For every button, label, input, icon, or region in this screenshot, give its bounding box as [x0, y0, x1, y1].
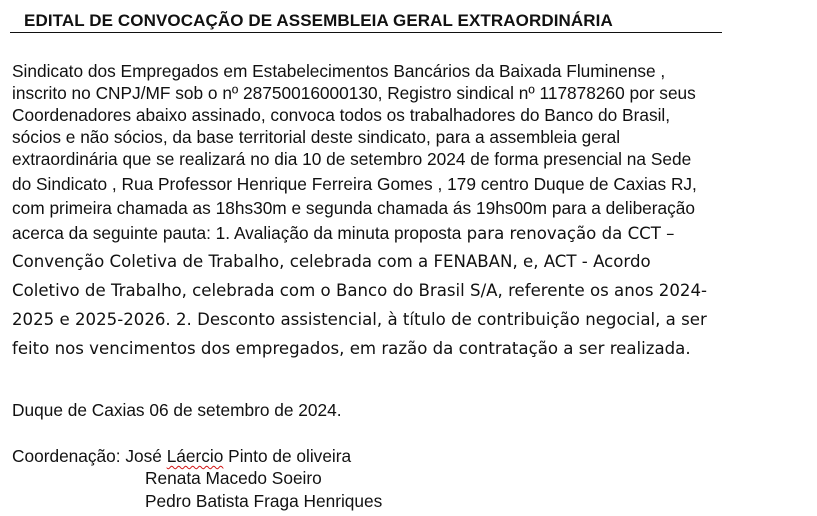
body-line-8: [12, 222, 674, 245]
body-line-9: Convenção Coletiva de Trabalho, celebrada com a FENABAN, e, ACT - Acordo: [12, 252, 651, 271]
signer-1-misspelled-word: Láercio: [166, 446, 224, 466]
signer-3: Pedro Batista Fraga Henriques: [145, 491, 383, 511]
body-line-3: Coordenadores abaixo assinado, convoca todos os trabalhadores do Banco do Brasil,: [12, 105, 671, 125]
body-line-5: extraordinária que se realizará no dia 10 de setembro 2024 de forma presencial na Sede: [12, 149, 692, 169]
body-line-1: Sindicato dos Empregados em Estabelecimentos Bancários da Baixada Fluminense ,: [12, 61, 666, 81]
signer-2: Renata Macedo Soeiro: [145, 468, 322, 488]
body-line-8-part-b: para renovação da CCT –: [461, 224, 675, 243]
document-title: EDITAL DE CONVOCAÇÃO DE ASSEMBLEIA GERAL EXTRAORDINÁRIA: [24, 11, 613, 30]
body-line-6: do Sindicato , Rua Professor Henrique Ferreira Gomes , 179 centro Duque de Caxias RJ,: [12, 174, 697, 194]
signer-1-given: José: [125, 446, 167, 466]
signer-1-rest: Pinto de oliveira: [223, 446, 352, 466]
date-line: Duque de Caxias 06 de setembro de 2024.: [12, 400, 342, 420]
body-line-12: feito nos vencimentos dos empregados, em razão da contratação a ser realizada.: [12, 339, 691, 358]
body-line-11: 2025 e 2025-2026. 2. Desconto assistencial, à título de contribuição negocial, a ser: [12, 310, 707, 329]
title-underline: [10, 32, 722, 33]
body-line-4: sócios e não sócios, da base territorial deste sindicato, para a assembleia geral: [12, 127, 621, 147]
coordination-line: [12, 445, 351, 467]
body-line-10: Coletivo de Trabalho, celebrada com o Banco do Brasil S/A, referente os anos 2024-: [12, 281, 708, 300]
body-line-7: com primeira chamada as 18hs30m e segunda chamada ás 19hs00m para a deliberação: [12, 198, 696, 218]
body-line-8-part-a: acerca da seguinte pauta: 1. Avaliação da minuta proposta: [12, 223, 462, 243]
coordination-label: Coordenação:: [12, 446, 126, 466]
body-line-2: inscrito no CNPJ/MF sob o nº 28750016000130, Registro sindical nº 117878260 por seus: [12, 83, 696, 103]
